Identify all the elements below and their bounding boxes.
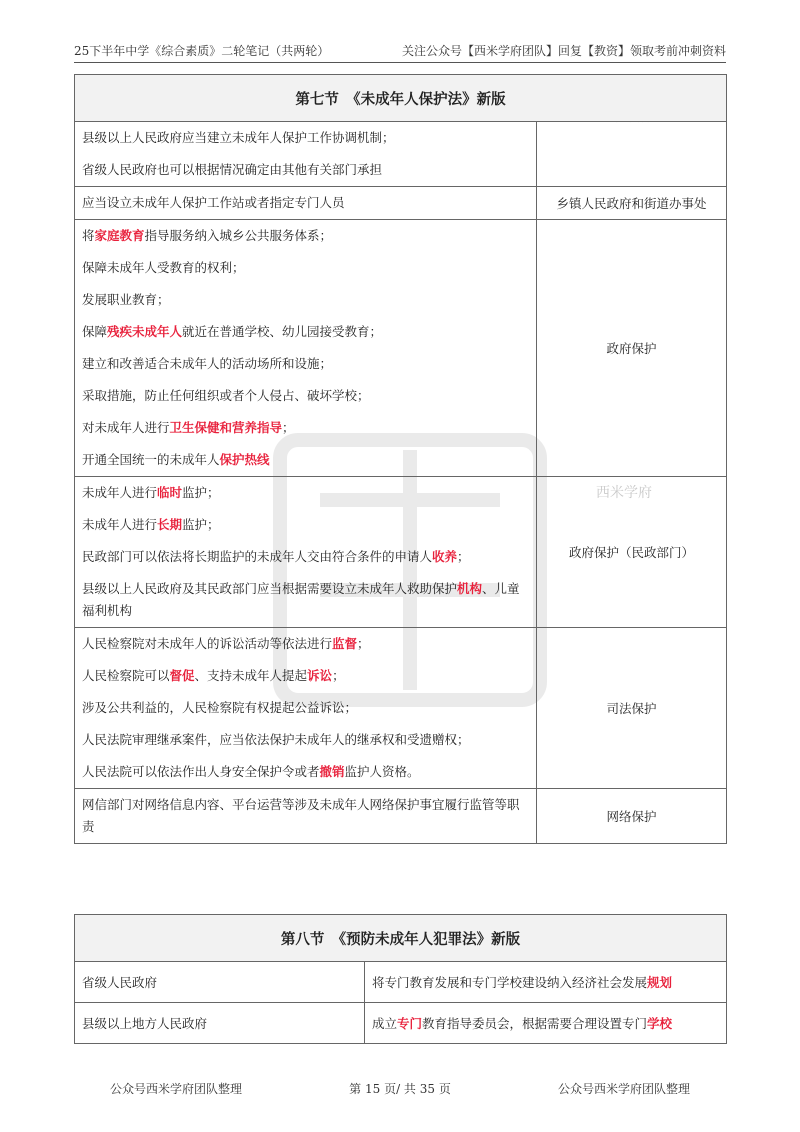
duty-cell (365, 962, 727, 1003)
table-row (75, 628, 727, 789)
text-segment: 人民法院可以依法作出人身安全保护令或者 (82, 764, 320, 779)
provision-line (82, 660, 529, 692)
provision-line (82, 444, 529, 476)
table-row (75, 122, 727, 187)
authority-cell: 省级人民政府 (75, 962, 365, 1003)
text-segment: 监护； (182, 485, 220, 500)
table-row (75, 187, 727, 220)
provision-cell (75, 477, 537, 628)
footer-right-text: 公众号西米学府团队整理 (557, 1082, 690, 1096)
provision-cell (75, 628, 537, 789)
provision-cell (75, 789, 537, 844)
table-row (75, 962, 727, 1003)
text-segment: 将 (82, 228, 95, 243)
category-cell: 政府保护（民政部门） (537, 477, 727, 628)
text-segment: 监护人资格。 (344, 764, 420, 779)
highlighted-term: 专门 (397, 1016, 423, 1031)
highlighted-term: 机构 (457, 581, 483, 596)
category-cell: 司法保护 (537, 628, 727, 789)
provision-line: 发展职业教育； (82, 292, 170, 307)
text-segment: 县级以上人民政府及其民政部门应当根据需要设立未成年人救助保护 (82, 581, 458, 596)
category-cell (537, 122, 727, 187)
provision-line: 县级以上人民政府应当建立未成年人保护工作协调机制； (82, 130, 395, 145)
provision-line (82, 316, 529, 348)
provision-line: 省级人民政府也可以根据情况确定由其他有关部门承担 (82, 162, 383, 177)
text-segment: ； (357, 636, 370, 651)
highlighted-term: 诉讼 (307, 668, 333, 683)
authority-cell: 县级以上地方人民政府 (75, 1003, 365, 1044)
category-cell: 网络保护 (537, 789, 727, 844)
provision-cell (75, 122, 537, 187)
table-row (75, 789, 727, 844)
text-segment: 保障 (82, 324, 108, 339)
highlighted-term: 收养 (432, 549, 458, 564)
provision-line (82, 573, 529, 627)
highlighted-term: 规划 (647, 975, 673, 990)
provision-cell (75, 220, 537, 477)
provision-line (82, 541, 529, 573)
header-divider (74, 62, 726, 63)
text-segment: 人民检察院对未成年人的诉讼活动等依法进行 (82, 636, 333, 651)
provision-line (82, 509, 529, 541)
highlighted-term: 临时 (157, 485, 183, 500)
text-segment: 、支持未成年人提起 (194, 668, 308, 683)
provision-line: 采取措施，防止任何组织或者个人侵占、破坏学校； (82, 388, 370, 403)
provision-line: 保障未成年人受教育的权利； (82, 260, 245, 275)
text-segment: 指导服务纳入城乡公共服务体系； (144, 228, 333, 243)
highlighted-term: 保护热线 (219, 452, 270, 467)
provision-line (82, 477, 529, 509)
text-segment: 人民检察院可以 (82, 668, 170, 683)
provision-line: 网信部门对网络信息内容、平台运营等涉及未成年人网络保护事宜履行监管等职责 (82, 797, 520, 834)
table-row (75, 220, 727, 477)
text-segment: ； (457, 549, 470, 564)
section7-table (74, 74, 727, 844)
provision-line (82, 756, 529, 788)
header-left-text: 25下半年中学《综合素质》二轮笔记（共两轮） (74, 43, 330, 58)
highlighted-term: 督促 (169, 668, 195, 683)
text-segment: 教育指导委员会，根据需要合理设置专门 (422, 1016, 648, 1031)
highlighted-term: 撤销 (319, 764, 345, 779)
highlighted-term: 卫生保健和营养指导 (169, 420, 283, 435)
header-right-text: 关注公众号【西米学府团队】回复【教资】领取考前冲刺资料 (401, 43, 726, 58)
page-header (74, 38, 726, 62)
text-segment: 成立 (372, 1016, 398, 1031)
provision-line (82, 628, 529, 660)
table-row (75, 477, 727, 628)
text-segment: ； (282, 420, 295, 435)
provision-line (82, 412, 529, 444)
section8-title: 第八节 《预防未成年人犯罪法》新版 (75, 915, 727, 962)
provision-line: 涉及公共利益的，人民检察院有权提起公益诉讼； (82, 700, 358, 715)
highlighted-term: 家庭教育 (94, 228, 145, 243)
text-segment: 将专门教育发展和专门学校建设纳入经济社会发展 (372, 975, 648, 990)
provision-line: 建立和改善适合未成年人的活动场所和设施； (82, 356, 333, 371)
text-segment: 未成年人进行 (82, 517, 158, 532)
text-segment: ； (332, 668, 345, 683)
page-footer (110, 1080, 690, 1097)
provision-line: 人民法院审理继承案件，应当依法保护未成年人的继承权和受遗赠权； (82, 732, 470, 747)
provision-line (82, 220, 529, 252)
provision-line: 应当设立未成年人保护工作站或者指定专门人员 (82, 195, 345, 210)
section7-title: 第七节 《未成年人保护法》新版 (75, 75, 727, 122)
text-segment: 对未成年人进行 (82, 420, 170, 435)
text-segment: 就近在普通学校、幼儿园接受教育； (182, 324, 383, 339)
page-number: 第 15 页/ 共 35 页 (349, 1082, 451, 1096)
duty-cell (365, 1003, 727, 1044)
highlighted-term: 残疾未成年人 (107, 324, 183, 339)
category-cell: 乡镇人民政府和街道办事处 (537, 187, 727, 220)
category-cell: 政府保护 (537, 220, 727, 477)
text-segment: 监护； (182, 517, 220, 532)
watermark-text-2: 西米学府 (596, 485, 652, 501)
text-segment: 开通全国统一的未成年人 (82, 452, 220, 467)
provision-cell (75, 187, 537, 220)
text-segment: 民政部门可以依法将长期监护的未成年人交由符合条件的申请人 (82, 549, 433, 564)
highlighted-term: 长期 (157, 517, 183, 532)
highlighted-term: 监督 (332, 636, 358, 651)
table-row (75, 1003, 727, 1044)
text-segment: 、儿童福利机构 (82, 581, 520, 618)
footer-left-text: 公众号西米学府团队整理 (110, 1082, 243, 1096)
text-segment: 未成年人进行 (82, 485, 158, 500)
section8-table (74, 914, 727, 1044)
highlighted-term: 学校 (647, 1016, 673, 1031)
